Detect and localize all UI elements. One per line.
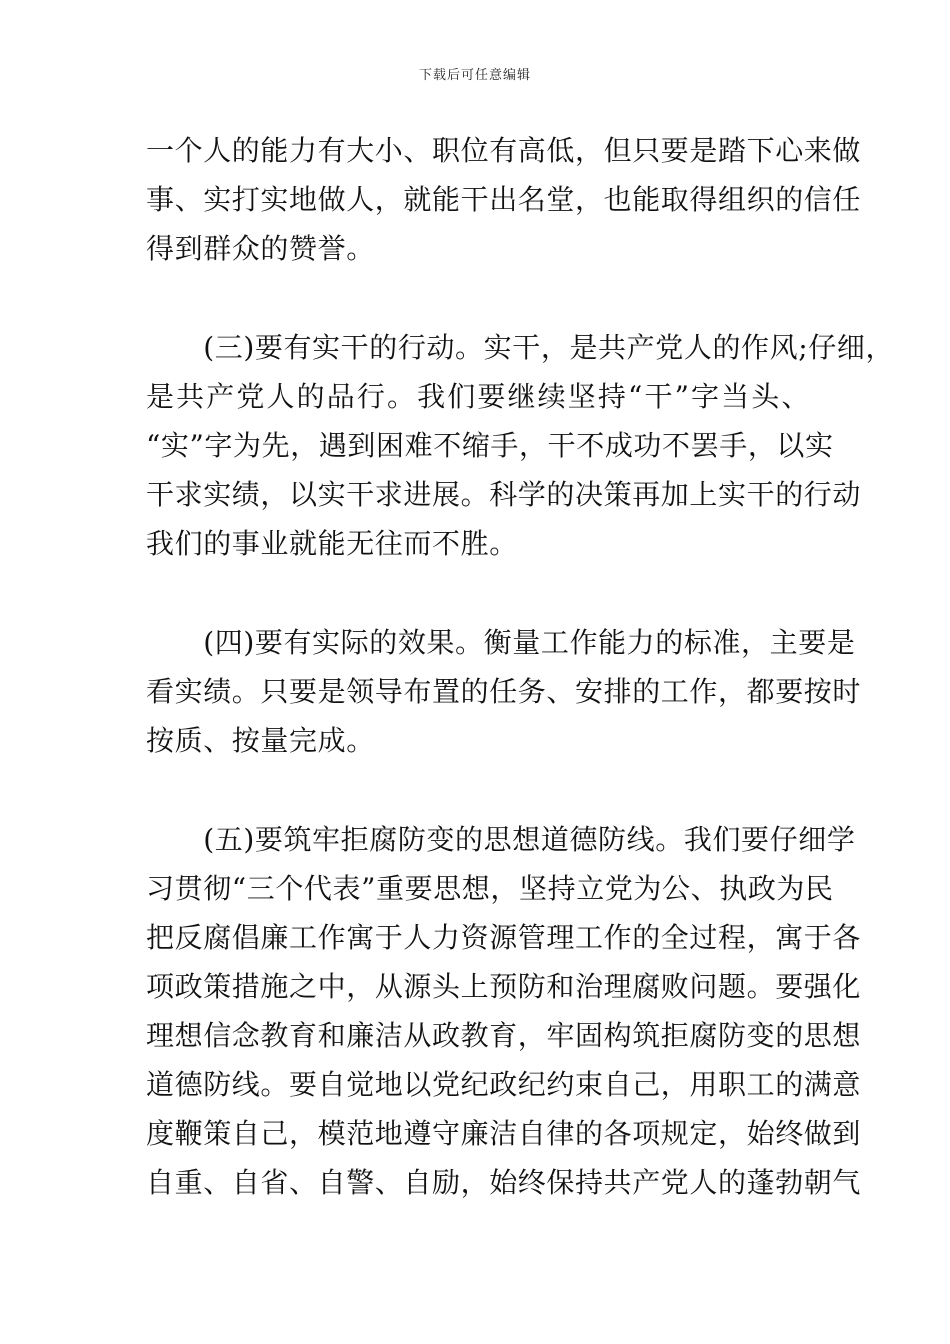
text-line: 看实绩。只要是领导布置的任务、安排的工作，都要按时 [146,675,862,708]
text-line: 干求实绩，以实干求进展。科学的决策再加上实干的行动 [146,478,862,511]
paragraph [146,815,862,1207]
text-line: 一个人的能力有大小、职位有高低，但只要是踏下心来做 [146,134,862,167]
text-line: 项政策措施之中，从源头上预防和治理腐败问题。要强化 [146,970,862,1003]
paragraph-gap [146,273,810,323]
paragraph [146,126,862,273]
text-line: 理想信念教育和廉洁从政教育，牢固构筑拒腐防变的思想 [146,1019,862,1052]
text-line: 自重、自省、自警、自励，始终保持共产党人的蓬勃朝气 [146,1166,862,1199]
text-line: 把反腐倡廉工作寓于人力资源管理工作的全过程，寓于各 [146,921,862,954]
paragraph-gap [146,568,810,618]
text-line: 我们的事业就能无往而不胜。 [146,527,518,560]
text-line: 得到群众的赞誉。 [146,232,375,265]
text-line: 习贯彻“三个代表”重要思想，坚持立党为公、执政为民 [146,872,834,905]
page-header: 下载后可任意编辑 [418,68,531,83]
paragraph [146,618,862,765]
text-line: 道德防线。要自觉地以党纪政纪约束自己，用职工的满意 [146,1068,862,1101]
text-line: 按质、按量完成。 [146,724,375,757]
document-body [146,126,895,1207]
text-line: 度鞭策自己，模范地遵守廉洁自律的各项规定，始终做到 [146,1117,862,1150]
paragraph [146,323,895,568]
text-line: 是共产党人的品行。我们要继续坚持“干”字当头、 [146,380,810,413]
paragraph-gap [146,765,810,815]
text-line: (四)要有实际的效果。衡量工作能力的标准，主要是 [146,626,856,659]
text-line: 事、实打实地做人，就能干出名堂，也能取得组织的信任 [146,183,862,216]
text-line: (五)要筑牢拒腐防变的思想道德防线。我们要仔细学 [146,823,856,856]
text-line: “实”字为先，遇到困难不缩手，干不成功不罢手，以实 [146,429,834,462]
text-line: (三)要有实干的行动。实干，是共产党人的作风;仔细， [146,331,895,364]
